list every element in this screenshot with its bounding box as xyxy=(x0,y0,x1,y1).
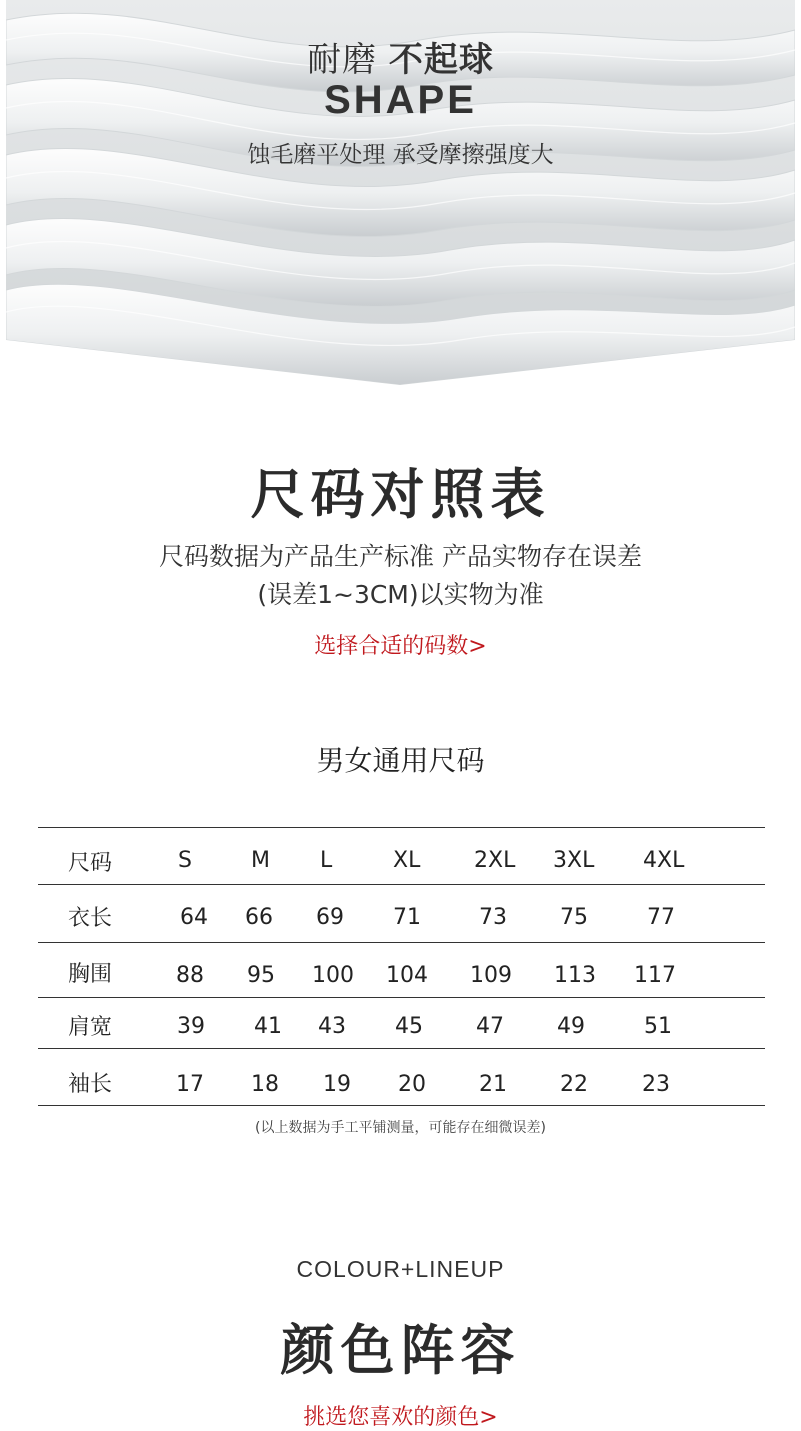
row-label: 衣长 xyxy=(68,906,113,931)
table-cell: 51 xyxy=(644,1014,672,1039)
table-cell: 18 xyxy=(251,1072,279,1097)
size-table xyxy=(38,827,765,1106)
table-cell: 73 xyxy=(479,905,507,930)
header-size: M xyxy=(251,848,270,873)
table-cell: 45 xyxy=(395,1014,423,1039)
header-size: 4XL xyxy=(643,848,685,873)
hero-title xyxy=(0,32,801,81)
table-cell: 64 xyxy=(180,905,208,930)
size-chart-title: 尺码对照表 xyxy=(250,463,551,526)
table-row xyxy=(38,885,765,943)
table-title: 男女通用尺码 xyxy=(316,744,485,777)
table-row xyxy=(38,943,765,998)
hero-title-en: SHAPE xyxy=(324,78,477,122)
header-size: 3XL xyxy=(553,848,595,873)
table-cell: 47 xyxy=(476,1014,504,1039)
hero-banner xyxy=(0,0,801,385)
table-cell: 41 xyxy=(254,1014,282,1039)
header-size: 2XL xyxy=(474,848,516,873)
table-row xyxy=(38,998,765,1049)
choose-colour-link[interactable]: 挑选您喜欢的颜色> xyxy=(303,1405,498,1430)
hero-title-light: 耐磨 xyxy=(307,40,378,80)
size-desc-line2: (误差1~3CM)以实物为准 xyxy=(257,580,544,609)
row-label: 胸围 xyxy=(68,962,113,987)
table-cell: 17 xyxy=(176,1072,204,1097)
hero-title-bold: 不起球 xyxy=(388,40,494,80)
table-header-row xyxy=(38,828,765,885)
table-cell: 66 xyxy=(245,905,273,930)
table-row xyxy=(38,1049,765,1106)
table-cell: 21 xyxy=(479,1072,507,1097)
table-cell: 117 xyxy=(634,963,676,988)
colour-lineup-title: 颜色阵容 xyxy=(280,1319,521,1382)
table-cell: 95 xyxy=(247,963,275,988)
row-label: 肩宽 xyxy=(68,1015,113,1040)
table-cell: 75 xyxy=(560,905,588,930)
table-cell: 19 xyxy=(323,1072,351,1097)
header-size: L xyxy=(320,848,333,873)
table-cell: 100 xyxy=(312,963,354,988)
table-cell: 49 xyxy=(557,1014,585,1039)
table-cell: 109 xyxy=(470,963,512,988)
table-cell: 23 xyxy=(642,1072,670,1097)
table-cell: 39 xyxy=(177,1014,205,1039)
table-cell: 113 xyxy=(554,963,596,988)
size-chart-description xyxy=(0,538,801,614)
table-cell: 69 xyxy=(316,905,344,930)
colour-lineup-en-title: COLOUR+LINEUP xyxy=(296,1256,505,1282)
table-cell: 104 xyxy=(386,963,428,988)
hero-subtitle: 蚀毛磨平处理 承受摩擦强度大 xyxy=(247,142,554,168)
header-size: XL xyxy=(393,848,421,873)
table-cell: 43 xyxy=(318,1014,346,1039)
table-cell: 22 xyxy=(560,1072,588,1097)
table-cell: 71 xyxy=(393,905,421,930)
table-cell: 88 xyxy=(176,963,204,988)
table-cell: 77 xyxy=(647,905,675,930)
row-label: 袖长 xyxy=(68,1072,113,1097)
choose-size-link[interactable]: 选择合适的码数> xyxy=(314,634,487,659)
table-cell: 20 xyxy=(398,1072,426,1097)
size-desc-line1: 尺码数据为产品生产标准 产品实物存在误差 xyxy=(159,542,642,571)
table-note: (以上数据为手工平铺测量，可能存在细微误差) xyxy=(255,1120,546,1136)
header-label: 尺码 xyxy=(68,851,113,876)
header-size: S xyxy=(178,848,192,873)
